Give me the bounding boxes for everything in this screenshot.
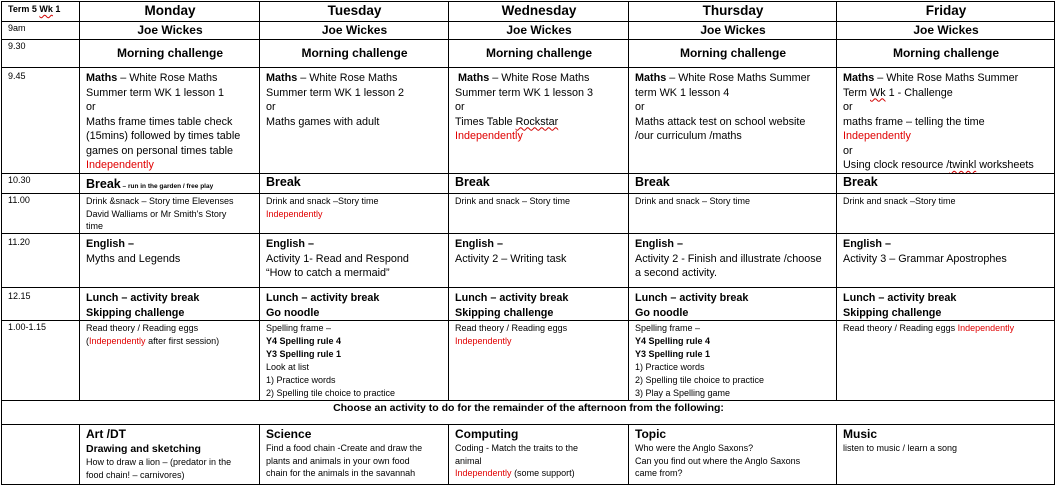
drink-tue: Drink and snack –Story time Independently	[260, 194, 449, 234]
english-thu: English – Activity 2 - Finish and illustrate /choose a second activity.	[629, 234, 837, 288]
joe-thu: Joe Wickes	[629, 22, 837, 40]
joe-wed: Joe Wickes	[449, 22, 629, 40]
time-1100: 11.00	[2, 194, 80, 234]
activity-topic: Topic Who were the Anglo Saxons? Can you find out where the Anglo Saxons came from?	[629, 425, 837, 485]
challenge-fri: Morning challenge	[837, 40, 1055, 68]
lunch-tue: Lunch – activity break Go noodle	[260, 288, 449, 321]
challenge-mon: Morning challenge	[80, 40, 260, 68]
drink-wed: Drink and snack – Story time	[449, 194, 629, 234]
challenge-tue: Morning challenge	[260, 40, 449, 68]
break-thu: Break	[629, 174, 837, 194]
day-tuesday: Tuesday	[260, 2, 449, 22]
english-wed: English – Activity 2 – Writing task	[449, 234, 629, 288]
drink-fri: Drink and snack –Story time	[837, 194, 1055, 234]
english-row	[2, 234, 1055, 288]
drink-row	[2, 194, 1055, 234]
day-monday: Monday	[80, 2, 260, 22]
maths-wed: Maths – White Rose Maths Summer term WK 1 lesson 3 or Times Table Rockstar Independently	[449, 68, 629, 174]
activity-art: Art /DT Drawing and sketching How to draw a lion – (predator in the food chain! – carnivores)	[80, 425, 260, 485]
time-945: 9.45	[2, 68, 80, 174]
time-1120: 11.20	[2, 234, 80, 288]
joe-fri: Joe Wickes	[837, 22, 1055, 40]
break-wed: Break	[449, 174, 629, 194]
challenge-wed: Morning challenge	[449, 40, 629, 68]
weekly-timetable	[1, 1, 1055, 485]
afternoon-fri: Read theory / Reading eggs Independently	[837, 321, 1055, 401]
time-1215: 12.15	[2, 288, 80, 321]
break-fri: Break	[837, 174, 1055, 194]
time-930: 9.30	[2, 40, 80, 68]
time-9am: 9am	[2, 22, 80, 40]
activities-time	[2, 425, 80, 485]
afternoon-mon: Read theory / Reading eggs (Independently after first session)	[80, 321, 260, 401]
challenge-thu: Morning challenge	[629, 40, 837, 68]
term-label: Term 5 Wk 1	[2, 2, 80, 22]
activities-row	[2, 425, 1055, 485]
afternoon-wed: Read theory / Reading eggs Independently	[449, 321, 629, 401]
time-100: 1.00-1.15	[2, 321, 80, 401]
break-row	[2, 174, 1055, 194]
maths-fri: Maths – White Rose Maths Summer Term Wk 1 - Challenge or maths frame – telling the time Independently or Using clock resource /twinkl worksheets	[837, 68, 1055, 174]
header-row	[2, 2, 1055, 22]
joe-mon: Joe Wickes	[80, 22, 260, 40]
english-mon: English – Myths and Legends	[80, 234, 260, 288]
maths-row	[2, 68, 1055, 174]
joe-tue: Joe Wickes	[260, 22, 449, 40]
maths-tue: Maths – White Rose Maths Summer term WK 1 lesson 2 or Maths games with adult	[260, 68, 449, 174]
challenge-row	[2, 40, 1055, 68]
activity-computing: Computing Coding - Match the traits to the animal Independently (some support)	[449, 425, 629, 485]
lunch-mon: Lunch – activity break Skipping challenge	[80, 288, 260, 321]
day-friday: Friday	[837, 2, 1055, 22]
lunch-row	[2, 288, 1055, 321]
afternoon-tue: Spelling frame – Y4 Spelling rule 4 Y3 Spelling rule 1 Look at list 1) Practice words 2) Spelling tile choice to practice	[260, 321, 449, 401]
english-fri: English – Activity 3 – Grammar Apostrophes	[837, 234, 1055, 288]
activity-music: Music listen to music / learn a song	[837, 425, 1055, 485]
choose-banner: Choose an activity to do for the remainder of the afternoon from the following:	[2, 401, 1055, 425]
afternoon-row	[2, 321, 1055, 401]
joe-wickes-row	[2, 22, 1055, 40]
break-tue: Break	[260, 174, 449, 194]
activity-science: Science Find a food chain -Create and draw the plants and animals in your own food chain for the animals in the savannah	[260, 425, 449, 485]
maths-mon: Maths – White Rose Maths Summer term WK 1 lesson 1 or Maths frame times table check (15mins) followed by times table games on personal times table Independently	[80, 68, 260, 174]
english-tue: English – Activity 1- Read and Respond “How to catch a mermaid”	[260, 234, 449, 288]
lunch-wed: Lunch – activity break Skipping challenge	[449, 288, 629, 321]
day-thursday: Thursday	[629, 2, 837, 22]
time-1030: 10.30	[2, 174, 80, 194]
choose-row	[2, 401, 1055, 425]
drink-thu: Drink and snack – Story time	[629, 194, 837, 234]
lunch-thu: Lunch – activity break Go noodle	[629, 288, 837, 321]
drink-mon: Drink &snack – Story time Elevenses David Walliams or Mr Smith's Story time	[80, 194, 260, 234]
day-wednesday: Wednesday	[449, 2, 629, 22]
lunch-fri: Lunch – activity break Skipping challenge	[837, 288, 1055, 321]
break-mon: Break – run in the garden / free play	[80, 174, 260, 194]
maths-thu: Maths – White Rose Maths Summer term WK 1 lesson 4 or Maths attack test on school website /our curriculum /maths	[629, 68, 837, 174]
afternoon-thu: Spelling frame – Y4 Spelling rule 4 Y3 Spelling rule 1 1) Practice words 2) Spelling tile choice to practice 3) Play a Spelling game	[629, 321, 837, 401]
